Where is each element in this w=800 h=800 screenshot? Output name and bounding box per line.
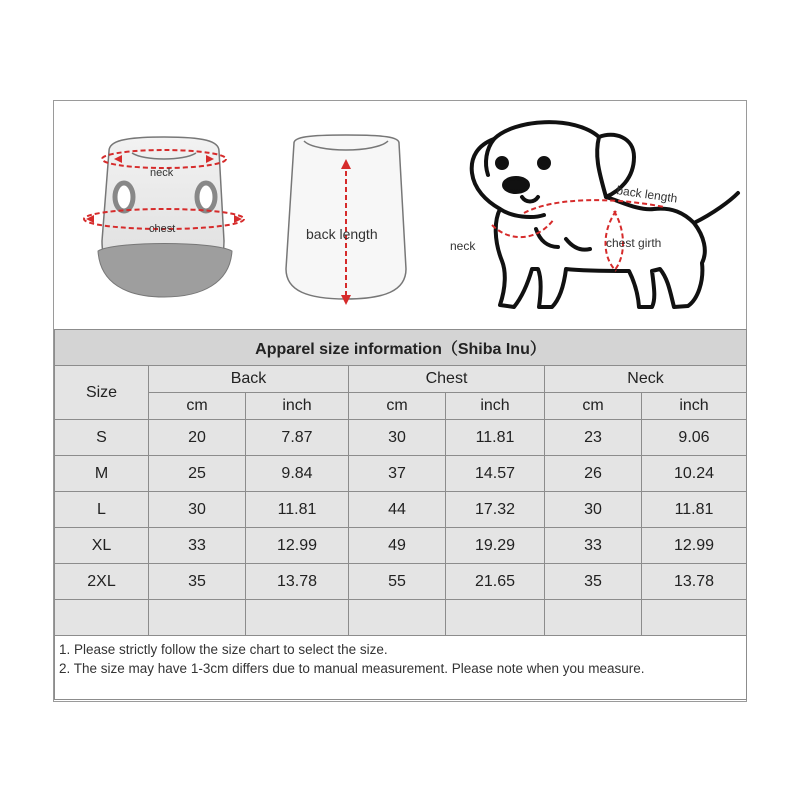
table-row	[55, 528, 747, 564]
dog-chest-girth-label: chest girth	[606, 236, 662, 250]
back-length-label: back length	[306, 226, 378, 242]
value-cell: 9.84	[246, 456, 349, 492]
value-cell: 12.99	[246, 528, 349, 564]
group-header-back: Back	[149, 366, 349, 393]
value-cell: 21.65	[446, 564, 545, 600]
empty-cell	[642, 600, 747, 636]
table-row	[55, 492, 747, 528]
note-line: 2. The size may have 1-3cm differs due to manual measurement. Please note when you measure.	[59, 661, 645, 676]
value-cell: 17.32	[446, 492, 545, 528]
value-cell: 30	[149, 492, 246, 528]
size-cell: M	[55, 456, 149, 492]
value-cell: 37	[349, 456, 446, 492]
size-cell: XL	[55, 528, 149, 564]
value-cell: 9.06	[642, 420, 747, 456]
value-cell: 33	[149, 528, 246, 564]
empty-cell	[349, 600, 446, 636]
size-table	[54, 329, 747, 700]
value-cell: 33	[545, 528, 642, 564]
front-chest-label: chest	[149, 223, 176, 235]
measurement-illustration	[54, 101, 746, 329]
unit-header: inch	[446, 393, 545, 420]
table-title: Apparel size information（Shiba Inu）	[55, 330, 747, 366]
value-cell: 26	[545, 456, 642, 492]
value-cell: 13.78	[642, 564, 747, 600]
table-row	[55, 456, 747, 492]
value-cell: 23	[545, 420, 642, 456]
value-cell: 10.24	[642, 456, 747, 492]
value-cell: 11.81	[246, 492, 349, 528]
unit-header: inch	[246, 393, 349, 420]
unit-header: inch	[642, 393, 747, 420]
notes-cell	[55, 636, 747, 700]
empty-row	[55, 600, 747, 636]
value-cell: 13.78	[246, 564, 349, 600]
unit-header: cm	[149, 393, 246, 420]
value-cell: 55	[349, 564, 446, 600]
value-cell: 44	[349, 492, 446, 528]
unit-header: cm	[545, 393, 642, 420]
value-cell: 30	[349, 420, 446, 456]
empty-cell	[149, 600, 246, 636]
table-row	[55, 420, 747, 456]
group-header-neck: Neck	[545, 366, 747, 393]
note-line: 1. Please strictly follow the size chart to select the size.	[59, 642, 388, 657]
value-cell: 35	[149, 564, 246, 600]
value-cell: 49	[349, 528, 446, 564]
dog-illustration	[472, 122, 738, 307]
size-chart-frame	[53, 100, 747, 702]
group-header-chest: Chest	[349, 366, 545, 393]
value-cell: 25	[149, 456, 246, 492]
unit-header: cm	[349, 393, 446, 420]
value-cell: 30	[545, 492, 642, 528]
value-cell: 35	[545, 564, 642, 600]
dog-back-length-label: back length	[615, 183, 679, 206]
size-cell: S	[55, 420, 149, 456]
value-cell: 14.57	[446, 456, 545, 492]
size-cell: L	[55, 492, 149, 528]
size-header: Size	[55, 366, 149, 420]
value-cell: 7.87	[246, 420, 349, 456]
vest-back	[286, 135, 406, 305]
empty-cell	[446, 600, 545, 636]
empty-cell	[55, 600, 149, 636]
value-cell: 19.29	[446, 528, 545, 564]
vest-front	[84, 137, 244, 301]
value-cell: 12.99	[642, 528, 747, 564]
value-cell: 20	[149, 420, 246, 456]
value-cell: 11.81	[642, 492, 747, 528]
dog-neck-label: neck	[450, 239, 476, 253]
table-row	[55, 564, 747, 600]
value-cell: 11.81	[446, 420, 545, 456]
front-neck-label: neck	[150, 167, 174, 179]
size-cell: 2XL	[55, 564, 149, 600]
illustration-svg	[54, 101, 746, 329]
empty-cell	[246, 600, 349, 636]
empty-cell	[545, 600, 642, 636]
